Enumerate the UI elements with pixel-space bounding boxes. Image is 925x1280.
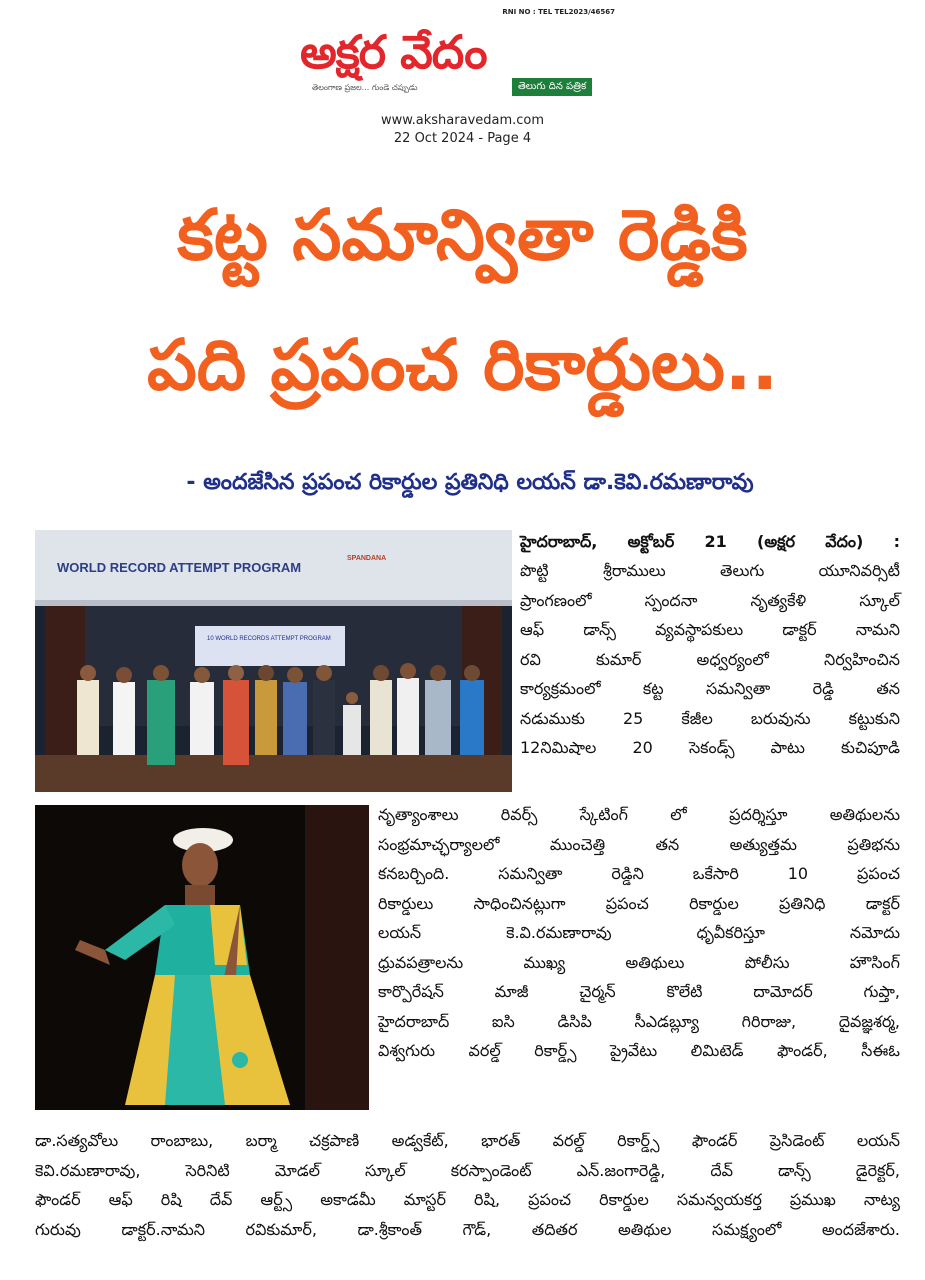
article-line: కనబర్చింది. సమన్వితా రెడ్డిని ఒకేసారి 10 ప్రపంచ [378,864,900,883]
article-line: పొట్టి శ్రీరాములు తెలుగు యూనివర్సిటీ [520,561,900,580]
article-line: ప్రాంగణంలో స్పందనా నృత్యకేళి స్కూల్ [520,590,900,610]
article-line: కార్పొరేషన్ మాజీ చైర్మన్ కొలేటి దామోదర్ గుప్తా, [378,982,900,1001]
headline-line-2: పది ప్రపంచ రికార్డులు.. [146,324,779,406]
article-line: సంభ్రమాచ్ఛర్యాలలో ముంచెత్తి తన అత్యుత్తమ ప్రతిభను [378,834,900,854]
article-line: డా.సత్యవోలు రాంబాబు, బర్మా చక్రపాణి అడ్వకేట్, భారత్ వరల్డ్ రికార్డ్స్ ఫౌండర్ ప్రెసిడెంట్ లయన్ [35,1131,900,1150]
rni-number: RNI NO : TEL TEL2023/46567 [502,8,615,16]
newspaper-logo: అక్షర వేదం [300,25,487,79]
website-url[interactable]: www.aksharavedam.com [380,113,545,128]
article-line: హైదరాబాద్ ఐసి డిసిపి సీఎడబ్ల్యూ గిరిరాజు, దైవజ్ఞశర్మ, [378,1011,900,1031]
masthead [300,6,625,106]
dancer-photo [35,805,369,1110]
article-line: రవి కుమార్ అధ్వర్యంలో నిర్వహించిన [520,649,900,669]
article-dateline: హైదరాబాద్, అక్టోబర్ 21 (అక్షర వేదం) : [520,532,900,551]
stage-logo-text: SPANDANA [347,555,387,562]
article-line: నృత్యాంశాలు రివర్స్ స్కేటింగ్ లో ప్రదర్శిస్తూ అతిథులను [378,805,900,824]
article-line: గురువు డాక్టర్.నామని రవికుమార్, డా.శ్రీకాంత్ గౌడ్, తదితర అతిథుల సమక్ష్యంలో అందజేశారు. [35,1219,900,1239]
article-line: ఫౌండర్ ఆఫ్ రిషి దేవ్ ఆర్ట్స్ అకాడమీ మాస్టర్ రిషి, ప్రపంచ రికార్డుల సమన్వయకర్త ప్రముఖ నాట్య [35,1190,900,1209]
banner-text: WORLD RECORD ATTEMPT PROGRAM [57,560,302,575]
headline-line-1: కట్ట సమాన్వితా రెడ్డికి [177,194,748,276]
article-line: కార్యక్రమంలో కట్ట సమన్వితా రెడ్డి తన [520,679,900,698]
edition-date-page: 22 Oct 2024 - Page 4 [393,131,532,146]
logo-badge: తెలుగు దిన పత్రిక [512,78,592,96]
article-line: రికార్డులు సాధించినట్లుగా ప్రపంచ రికార్డుల ప్రతినిధి డాక్టర్ [378,893,900,913]
event-group-photo [35,530,512,792]
article-line: లయన్ కె.వి.రమణారావు ధృవీకరిస్తూ నమోదు [378,923,900,942]
logo-tagline: తెలంగాణ ప్రజల... గుండె చప్పుడు [312,83,418,92]
article-line: 12నిమిషాల 20 సెకండ్స్ పాటు కుచిపూడి [520,738,900,757]
stage-screen-text: 10 WORLD RECORDS ATTEMPT PROGRAM [207,636,331,642]
article-line: విశ్వగురు వరల్డ్ రికార్డ్స్ ప్రైవేటు లిమిటెడ్ ఫౌండర్, సీఈఓ [378,1041,900,1060]
article-line: కెవి.రమణారావు, సెరినిటి మోడల్ స్కూల్ కరస్పాండెంట్ ఎన్.జంగారెడ్డి, దేవ్ డాన్స్ డైరెక్టర్, [35,1160,900,1180]
article-line: నడుముకు 25 కేజీల బరువును కట్టుకుని [520,708,900,728]
article-line: ఆఫ్ డాన్స్ వ్యవస్థాపకులు డాక్టర్ నామని [520,620,900,639]
subheadline: - అందజేసిన ప్రపంచ రికార్డుల ప్రతినిధి లయన్ డా.కెవి.రమణారావు [186,470,754,495]
article-line: ధ్రువపత్రాలను ముఖ్య అతిథులు పోలీసు హౌసింగ్ [378,952,900,972]
